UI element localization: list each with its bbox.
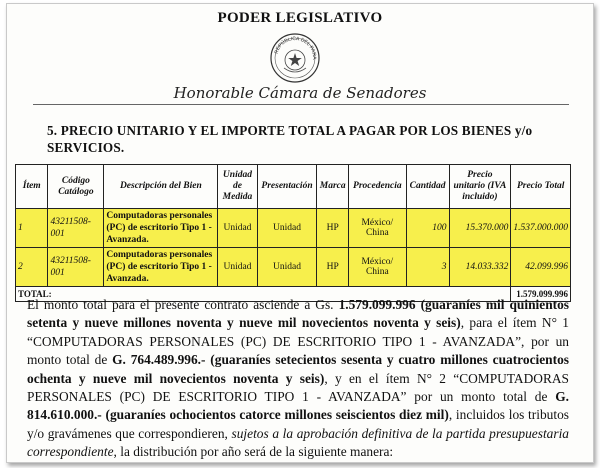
cell-codigo: 43211508-001 [48, 248, 104, 287]
total-value: 1.579.099.996 [511, 287, 571, 302]
body-text-4: , incluidos los tributos y/o gravámenes que correspondieren, [27, 407, 569, 441]
document-page [6, 3, 594, 463]
cell-cantidad: 3 [406, 248, 449, 287]
amount-total: 1.579.099.996 [338, 297, 416, 312]
table-row [16, 209, 571, 248]
col-header-marca: Marca [317, 165, 349, 209]
national-seal-icon [269, 32, 321, 84]
cell-precio-total: 1.537.000.000 [511, 209, 571, 248]
col-header-codigo: Código Catálogo [48, 165, 104, 209]
col-header-unidad: Unidad de Medida [218, 165, 257, 209]
cell-precio-unitario: 15.370.000 [449, 209, 511, 248]
col-header-precio-unitario: Precio unitario (IVA incluido) [449, 165, 511, 209]
budget-condition: sujetos a la aprobación definitiva de la partida presupuestaria correspondiente [27, 425, 569, 460]
table-header-row [16, 165, 571, 209]
cell-unidad: Unidad [218, 209, 257, 248]
col-header-precio-total: Precio Total [511, 165, 571, 209]
seal-text: REPÚBLICA DEL PARA [273, 35, 318, 60]
cell-presentacion: Unidad [257, 248, 317, 287]
cell-procedencia: México/ China [349, 209, 407, 248]
cell-procedencia: México/ China [349, 248, 407, 287]
cell-unidad: Unidad [218, 248, 257, 287]
cell-marca: HP [317, 248, 349, 287]
amount-item-2-words: (guaraníes ochocientos catorce millones seiscientos diez mil) [101, 407, 449, 423]
amount-item-2: G. 814.610.000.- [27, 389, 569, 423]
table-row [16, 248, 571, 287]
cell-precio-total: 42.099.996 [511, 248, 571, 287]
contract-amount-paragraph [27, 296, 569, 462]
amount-item-1-words: (guaraníes setecientos sesenta y cuatro millones cuatrocientos ochenta y nueve mil novecientos noventa y seis) [27, 352, 569, 386]
cell-cantidad: 100 [406, 209, 449, 248]
cell-presentacion: Unidad [257, 209, 317, 248]
cell-codigo: 43211508-001 [48, 209, 104, 248]
body-text-3: , y en el ítem N° 2 “COMPUTADORAS PERSONALES (PC) DE ESCRITORIO TIPO 1 - AVANZADA” por un monto total de [27, 370, 569, 405]
col-header-descripcion: Descripción del Bien [104, 165, 218, 209]
cell-marca: HP [317, 209, 349, 248]
body-text-5: , la distribución por año será de la siguiente manera: [113, 444, 394, 460]
cell-descripcion: Computadoras personales (PC) de escritorio Tipo 1 - Avanzada. [104, 248, 218, 287]
price-table [15, 164, 571, 302]
header-divider [33, 104, 569, 105]
cell-descripcion: Computadoras personales (PC) de escritorio Tipo 1 - Avanzada. [104, 209, 218, 248]
body-text-1: El monto total para el presente contrato asciende a Gs. [27, 297, 339, 312]
col-header-presentacion: Presentación [257, 165, 317, 209]
cell-precio-unitario: 14.033.332 [449, 248, 511, 287]
section-title: 5. PRECIO UNITARIO Y EL IMPORTE TOTAL A PAGAR POR LOS BIENES y/o SERVICIOS. [47, 123, 533, 155]
body-text-2: , para el ítem N° 1 “COMPUTADORAS PERSONALES (PC) DE ESCRITORIO TIPO 1 - AVANZADA”, por un monto total de [27, 315, 569, 368]
header-title: PODER LEGISLATIVO [217, 10, 383, 26]
amount-item-1: G. 764.489.996.- [112, 352, 206, 368]
amount-total-words: (guaraníes mil quinientos setenta y nueve millones noventa y nueve mil novecientos noventa y seis) [27, 297, 570, 331]
col-header-cantidad: Cantidad [406, 165, 449, 209]
col-header-procedencia: Procedencia [349, 165, 407, 209]
cell-item: 1 [16, 209, 48, 248]
col-header-item: Ítem [16, 165, 48, 209]
header-subtitle: Honorable Cámara de Senadores [173, 84, 427, 102]
total-label: TOTAL: [16, 287, 511, 302]
cell-item: 2 [16, 248, 48, 287]
